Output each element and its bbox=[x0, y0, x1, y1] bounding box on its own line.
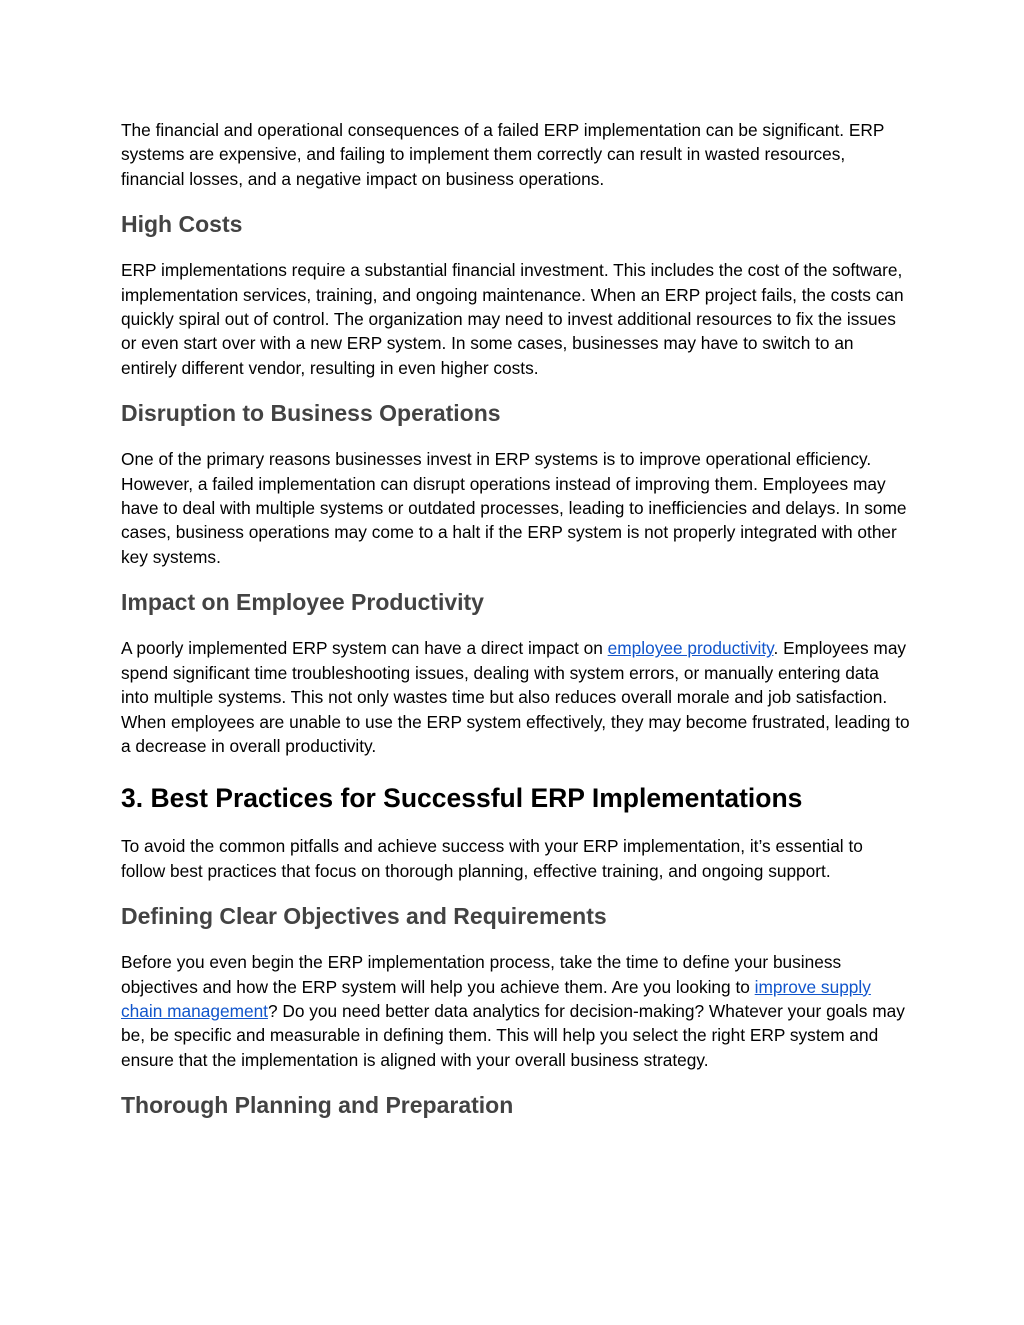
document-page bbox=[121, 118, 911, 1119]
productivity-text-after: . Employees may spend significant time troubleshooting issues, dealing with system errors, or manually entering data into multiple systems. This not only wastes time but also reduces overall morale and job satisfaction. When employees are unable to use the ERP system effectively, they may become frustrated, leading to a decrease in overall productivity. bbox=[121, 638, 910, 756]
supply-chain-link[interactable]: improve supply chain management bbox=[121, 976, 871, 1021]
best-practices-heading: 3. Best Practices for Successful ERP Implementations bbox=[121, 783, 803, 814]
productivity-paragraph bbox=[121, 636, 911, 758]
productivity-text-before: A poorly implemented ERP system can have a direct impact on bbox=[121, 638, 608, 659]
employee-productivity-link[interactable]: employee productivity bbox=[607, 638, 774, 659]
disruption-paragraph: One of the primary reasons businesses invest in ERP systems is to improve operational efficiency. However, a failed implementation can disrupt operations instead of improving them. Employees may have to deal with multiple systems or outdated processes, leading to inefficiencies and delays. In some cases, business operations may come to a halt if the ERP system is not properly integrated with other key systems. bbox=[121, 449, 907, 567]
objectives-paragraph bbox=[121, 950, 911, 1072]
planning-heading: Thorough Planning and Preparation bbox=[121, 1092, 514, 1119]
high-costs-paragraph: ERP implementations require a substantial financial investment. This includes the cost of the software, implementation services, training, and ongoing maintenance. When an ERP project fails, the costs can quickly spiral out of control. The organization may need to invest additional resources to fix the issues or even start over with a new ERP system. In some cases, businesses may have to switch to an entirely different vendor, resulting in even higher costs. bbox=[121, 260, 904, 378]
disruption-heading: Disruption to Business Operations bbox=[121, 400, 501, 427]
high-costs-heading: High Costs bbox=[121, 211, 243, 238]
productivity-heading: Impact on Employee Productivity bbox=[121, 589, 484, 616]
best-practices-paragraph: To avoid the common pitfalls and achieve success with your ERP implementation, it’s essential to follow best practices that focus on thorough planning, effective training, and ongoing support. bbox=[121, 836, 863, 881]
objectives-heading: Defining Clear Objectives and Requirements bbox=[121, 903, 607, 930]
objectives-text-after: ? Do you need better data analytics for decision-making? Whatever your goals may be, be specific and measurable in defining them. This will help you select the right ERP system and ensure that the implementation is aligned with your overall business strategy. bbox=[121, 1000, 905, 1070]
intro-paragraph: The financial and operational consequences of a failed ERP implementation can be significant. ERP systems are expensive, and failing to implement them correctly can result in wasted resources, financial losses, and a negative impact on business operations. bbox=[121, 120, 885, 189]
objectives-text-before: Before you even begin the ERP implementation process, take the time to define your business objectives and how the ERP system will help you achieve them. Are you looking to bbox=[121, 952, 842, 997]
